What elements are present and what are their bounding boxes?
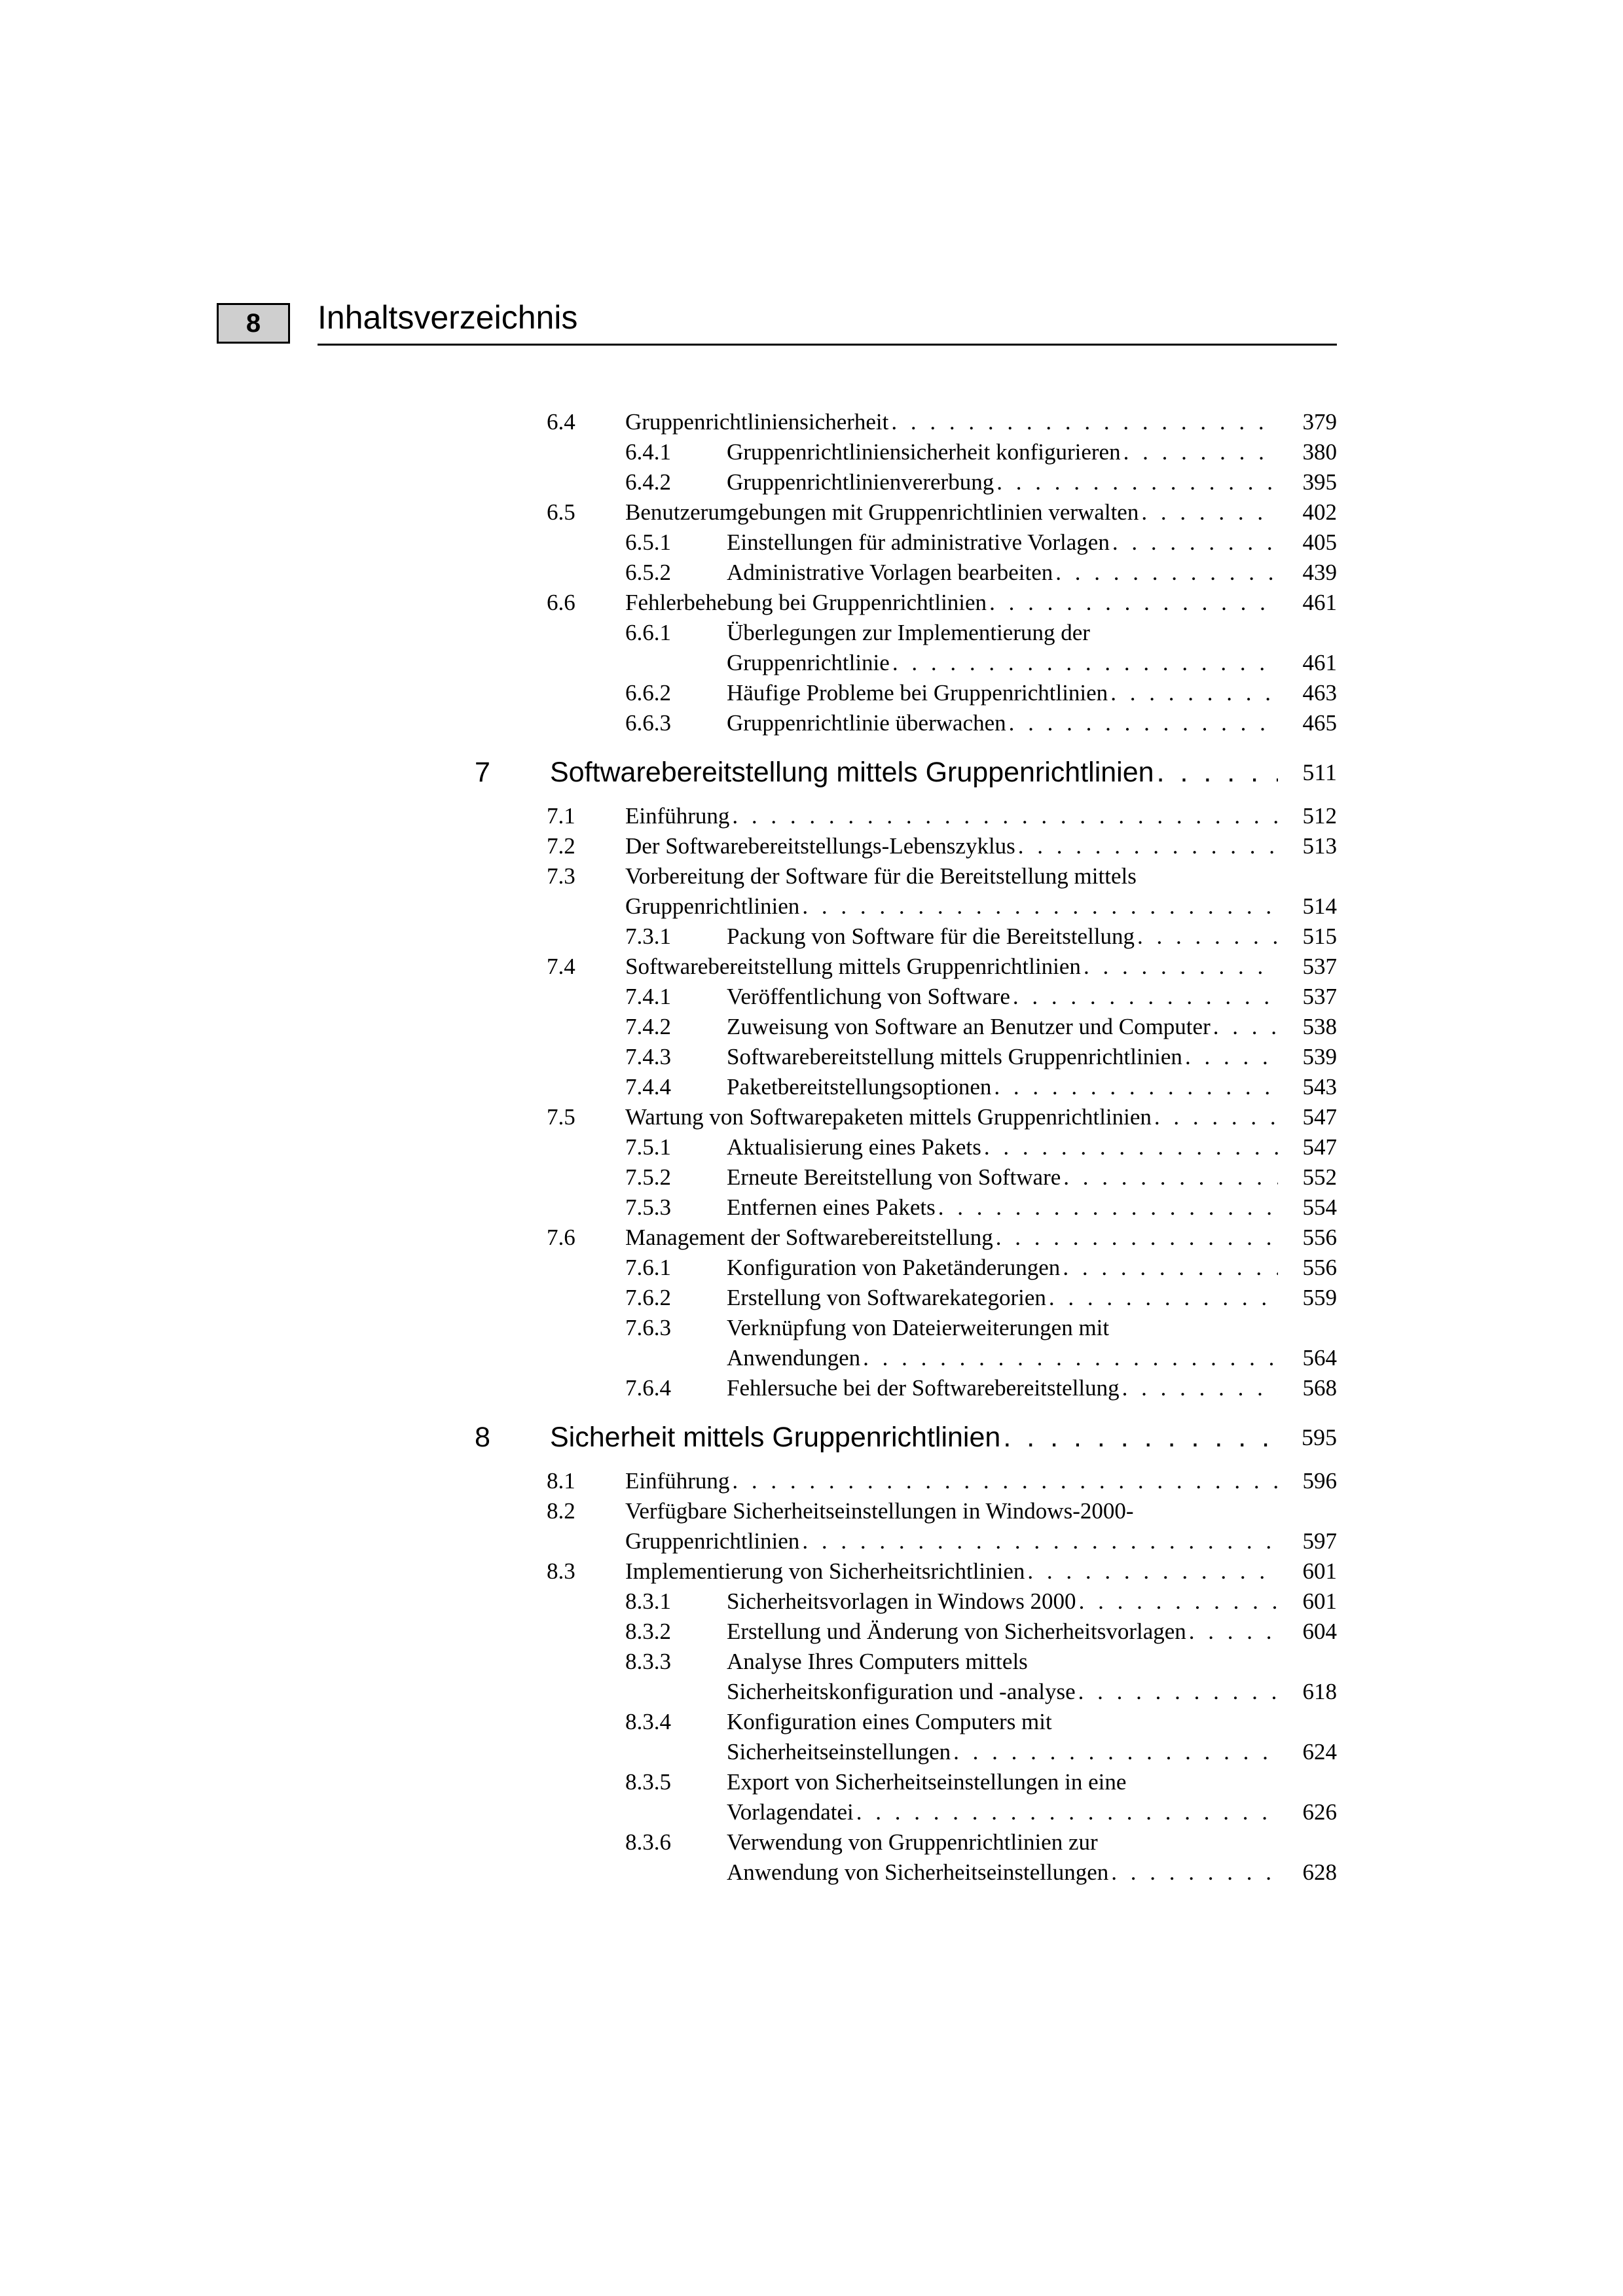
toc-page-number: 538 — [1302, 1014, 1337, 1039]
toc-entry-title: Verknüpfung von Dateierweiterungen mit — [727, 1315, 1110, 1340]
toc-entry-title-row — [727, 1343, 1278, 1373]
toc-entry-title-row — [625, 952, 1278, 982]
toc-page-number: 626 — [1302, 1799, 1337, 1825]
toc-entry-title: Veröffentlichung von Software — [727, 984, 1010, 1009]
toc-page-number: 402 — [1302, 499, 1337, 525]
toc-leader-dots — [1112, 528, 1278, 558]
toc-page-number: 515 — [1302, 924, 1337, 949]
toc-entry-title: Softwarebereitstellung mittels Gruppenrichtlinien — [727, 1044, 1182, 1069]
toc-page-number: 513 — [1302, 833, 1337, 859]
toc-entry-title: Fehlerbehebung bei Gruppenrichtlinien — [625, 590, 987, 615]
toc-entry-continuation — [0, 1737, 1623, 1767]
page-number: 8 — [246, 308, 261, 338]
toc-page-number: 539 — [1302, 1044, 1337, 1069]
toc-entry — [0, 467, 1623, 497]
toc-entry-continuation — [0, 648, 1623, 678]
toc-page-number: 556 — [1302, 1225, 1337, 1250]
toc-entry-title-row — [550, 753, 1278, 792]
toc-leader-dots — [1003, 1418, 1278, 1457]
toc-entry-title: Gruppenrichtlinienvererbung — [727, 469, 994, 495]
toc-entry-title: Packung von Software für die Bereitstellung — [727, 924, 1135, 949]
toc-entry-title: Export von Sicherheitseinstellungen in eine — [727, 1769, 1127, 1795]
toc-entry-continuation — [0, 1797, 1623, 1827]
toc-entry-title-row — [727, 1012, 1278, 1042]
toc-entry-number: 7.6.1 — [625, 1255, 671, 1280]
toc-page-number: 559 — [1302, 1285, 1337, 1310]
toc-leader-dots — [1013, 982, 1278, 1012]
toc-leader-dots — [996, 467, 1278, 497]
toc-entry-title-row — [727, 982, 1278, 1012]
toc-entry-title-row — [727, 528, 1278, 558]
toc-entry — [0, 1193, 1623, 1223]
toc-page-number: 568 — [1302, 1375, 1337, 1401]
toc-entry-number: 7.5.1 — [625, 1134, 671, 1160]
toc-entry-title-continued: Gruppenrichtlinien — [625, 893, 800, 919]
toc-entry-number: 7 — [475, 757, 490, 788]
toc-entry-title: Fehlersuche bei der Softwarebereitstellung — [727, 1375, 1120, 1401]
toc-entry-title: Paketbereitstellungsoptionen — [727, 1074, 992, 1100]
toc-entry-title: Benutzerumgebungen mit Gruppenrichtlinien verwalten — [625, 499, 1139, 525]
toc-entry-title-row — [727, 1797, 1278, 1827]
toc-entry-number: 7.4.3 — [625, 1044, 671, 1069]
toc-entry — [0, 1647, 1623, 1677]
toc-entry-title: Der Softwarebereitstellungs-Lebenszyklus — [625, 833, 1015, 859]
toc-leader-dots — [1122, 1373, 1278, 1403]
toc-page-number: 405 — [1302, 529, 1337, 555]
toc-entry-title-row — [727, 1042, 1278, 1072]
toc-page-number: 547 — [1302, 1134, 1337, 1160]
toc-entry-number: 8.3.2 — [625, 1619, 671, 1644]
toc-entry — [0, 922, 1623, 952]
toc-entry — [0, 407, 1623, 437]
toc-page-number: 597 — [1302, 1528, 1337, 1554]
toc-entry-number: 7.5.3 — [625, 1194, 671, 1220]
toc-entry-title: Sicherheitsvorlagen in Windows 2000 — [727, 1588, 1076, 1614]
toc-leader-dots — [989, 588, 1278, 618]
toc-page-number: 514 — [1302, 893, 1337, 919]
toc-entry — [0, 1162, 1623, 1193]
toc-entry-title-continued: Gruppenrichtlinien — [625, 1528, 800, 1554]
toc-entry-number: 7.6.4 — [625, 1375, 671, 1401]
toc-entry — [0, 801, 1623, 831]
toc-entry-title-continued: Anwendungen — [727, 1345, 861, 1371]
toc-leader-dots — [1141, 497, 1278, 528]
toc-page-number: 461 — [1302, 650, 1337, 675]
toc-entry — [0, 1313, 1623, 1343]
toc-entry-number: 7.5 — [547, 1104, 575, 1130]
toc-entry-title-row — [625, 1223, 1278, 1253]
toc-leader-dots — [1110, 678, 1278, 708]
toc-page-number: 628 — [1302, 1859, 1337, 1885]
toc-entry-title-continued: Sicherheitskonfiguration und -analyse — [727, 1679, 1076, 1704]
toc-entry-title-row — [727, 558, 1278, 588]
toc-entry-title-continued: Sicherheitseinstellungen — [727, 1739, 951, 1765]
toc-entry — [0, 1827, 1623, 1857]
toc-leader-dots — [938, 1193, 1278, 1223]
toc-entry-title-row — [625, 407, 1278, 437]
toc-page-number: 604 — [1302, 1619, 1337, 1644]
toc-entry-number: 7.2 — [547, 833, 575, 859]
toc-entry-number: 6.5 — [547, 499, 575, 525]
toc-entry-title-row — [727, 1587, 1278, 1617]
toc-entry — [0, 1102, 1623, 1132]
toc-entry-title-row — [625, 891, 1278, 922]
toc-entry-title-row — [727, 1132, 1278, 1162]
toc-entry — [0, 1132, 1623, 1162]
toc-entry-title: Konfiguration von Paketänderungen — [727, 1255, 1061, 1280]
toc-leader-dots — [1137, 922, 1278, 952]
toc-leader-dots — [1049, 1283, 1278, 1313]
toc-leader-dots — [802, 1526, 1278, 1556]
toc-entry-title-row — [727, 467, 1278, 497]
toc-leader-dots — [892, 648, 1278, 678]
toc-page-number: 543 — [1302, 1074, 1337, 1100]
toc-entry-number: 6.4 — [547, 409, 575, 435]
toc-entry-title-row — [727, 708, 1278, 738]
toc-entry-title-row — [625, 1556, 1278, 1587]
toc-entry-number: 8.1 — [547, 1468, 575, 1494]
toc-leader-dots — [1063, 1253, 1278, 1283]
toc-leader-dots — [984, 1132, 1278, 1162]
toc-entry — [0, 1373, 1623, 1403]
toc-leader-dots — [1055, 558, 1278, 588]
toc-entry — [0, 1042, 1623, 1072]
toc-entry — [0, 861, 1623, 891]
toc-leader-dots — [994, 1072, 1278, 1102]
toc-entry-title-row — [625, 588, 1278, 618]
toc-entry-title-row — [727, 1857, 1278, 1888]
toc-page-number: 601 — [1302, 1588, 1337, 1614]
toc-entry — [0, 1587, 1623, 1617]
toc-entry-title: Gruppenrichtliniensicherheit konfigurieren — [727, 439, 1121, 465]
toc-entry-title: Implementierung von Sicherheitsrichtlinien — [625, 1558, 1025, 1584]
toc-entry-title-continued: Anwendung von Sicherheitseinstellungen — [727, 1859, 1109, 1885]
toc-entry-title-row — [625, 801, 1278, 831]
toc-entry-title-row — [727, 437, 1278, 467]
toc-leader-dots — [1063, 1162, 1278, 1193]
toc-entry-title-row — [727, 1737, 1278, 1767]
toc-entry-number: 8.3.3 — [625, 1649, 671, 1674]
toc-entry-title-row — [727, 1283, 1278, 1313]
toc-entry-title: Erstellung von Softwarekategorien — [727, 1285, 1046, 1310]
toc-leader-dots — [1157, 753, 1278, 792]
toc-entry-title-row — [727, 1072, 1278, 1102]
toc-leader-dots — [1213, 1012, 1278, 1042]
toc-entry-title: Einführung — [625, 1468, 730, 1494]
toc-entry-continuation — [0, 1857, 1623, 1888]
toc-entry-number: 7.6.3 — [625, 1315, 671, 1340]
toc-entry-number: 7.4.4 — [625, 1074, 671, 1100]
toc-entry-number: 7.3 — [547, 863, 575, 889]
toc-entry — [0, 982, 1623, 1012]
toc-leader-dots — [1079, 1587, 1278, 1617]
toc-entry-title: Gruppenrichtlinie überwachen — [727, 710, 1006, 736]
toc-entry-title-row — [727, 922, 1278, 952]
toc-entry-title: Einstellungen für administrative Vorlagen — [727, 529, 1110, 555]
toc-leader-dots — [996, 1223, 1278, 1253]
toc-entry-title: Erstellung und Änderung von Sicherheitsvorlagen — [727, 1619, 1186, 1644]
toc-page-number: 595 — [1302, 1424, 1337, 1450]
toc-entry-title-row — [727, 678, 1278, 708]
toc-entry-number: 6.6.2 — [625, 680, 671, 706]
toc-entry — [0, 1556, 1623, 1587]
toc-entry-number: 7.6 — [547, 1225, 575, 1250]
toc-page-number: 379 — [1302, 409, 1337, 435]
toc-entry-title: Entfernen eines Pakets — [727, 1194, 936, 1220]
toc-leader-dots — [1185, 1042, 1278, 1072]
toc-page-number: 463 — [1302, 680, 1337, 706]
toc-leader-dots — [953, 1737, 1278, 1767]
toc-entry-number: 6.6 — [547, 590, 575, 615]
toc-entry-number: 6.5.1 — [625, 529, 671, 555]
toc-page-number: 556 — [1302, 1255, 1337, 1280]
toc-entry-title: Administrative Vorlagen bearbeiten — [727, 560, 1053, 585]
toc-entry-title: Gruppenrichtliniensicherheit — [625, 409, 889, 435]
toc-entry-number: 7.5.2 — [625, 1164, 671, 1190]
toc-entry-number: 6.6.3 — [625, 710, 671, 736]
toc-entry-number: 8 — [475, 1422, 490, 1453]
toc-entry-number: 7.4.2 — [625, 1014, 671, 1039]
toc-entry-title-row — [727, 1162, 1278, 1193]
toc-entry-title-row — [625, 1526, 1278, 1556]
toc-leader-dots — [1078, 1677, 1278, 1707]
toc-entry — [0, 1253, 1623, 1283]
toc-entry-number: 7.1 — [547, 803, 575, 829]
toc-entry-number: 7.3.1 — [625, 924, 671, 949]
toc-entry-number: 8.3.5 — [625, 1769, 671, 1795]
toc-leader-dots — [1123, 437, 1278, 467]
toc-entry — [0, 497, 1623, 528]
toc-entry-number: 7.4.1 — [625, 984, 671, 1009]
toc-leader-dots — [891, 407, 1278, 437]
running-header-title: Inhaltsverzeichnis — [318, 299, 578, 336]
toc-page-number: 465 — [1302, 710, 1337, 736]
toc-leader-dots — [1009, 708, 1278, 738]
toc-entry-number: 8.3.1 — [625, 1588, 671, 1614]
toc-leader-dots — [1111, 1857, 1278, 1888]
toc-entry-title: Vorbereitung der Software für die Bereitstellung mittels — [625, 863, 1137, 889]
toc-entry — [0, 1223, 1623, 1253]
toc-page-number: 537 — [1302, 984, 1337, 1009]
toc-entry — [0, 1496, 1623, 1526]
toc-page-number: 395 — [1302, 469, 1337, 495]
toc-leader-dots — [856, 1797, 1278, 1827]
toc-entry-title: Aktualisierung eines Pakets — [727, 1134, 981, 1160]
toc-entry-title-row — [727, 1193, 1278, 1223]
toc-entry-title: Erneute Bereitstellung von Software — [727, 1164, 1061, 1190]
toc-entry — [0, 618, 1623, 648]
toc-page-number: 601 — [1302, 1558, 1337, 1584]
toc-page-number: 564 — [1302, 1345, 1337, 1371]
toc-entry — [0, 1767, 1623, 1797]
toc-entry — [0, 678, 1623, 708]
toc-entry — [0, 588, 1623, 618]
toc-page-number: 512 — [1302, 803, 1337, 829]
toc-leader-dots — [732, 1466, 1278, 1496]
toc-leader-dots — [1154, 1102, 1278, 1132]
toc-entry-title: Überlegungen zur Implementierung der — [727, 620, 1090, 645]
toc-page-number: 624 — [1302, 1739, 1337, 1765]
toc-chapter-entry — [0, 1418, 1623, 1457]
toc-leader-dots — [1018, 831, 1278, 861]
toc-entry — [0, 1707, 1623, 1737]
toc-entry-title-row — [727, 1373, 1278, 1403]
toc-entry-number: 8.3 — [547, 1558, 575, 1584]
toc-entry-continuation — [0, 1343, 1623, 1373]
toc-entry-title: Wartung von Softwarepaketen mittels Gruppenrichtlinien — [625, 1104, 1152, 1130]
toc-page-number: 554 — [1302, 1194, 1337, 1220]
toc-entry — [0, 831, 1623, 861]
toc-entry-title: Konfiguration eines Computers mit — [727, 1709, 1052, 1734]
toc-entry-title: Sicherheit mittels Gruppenrichtlinien — [550, 1422, 1001, 1453]
toc-entry-title-row — [625, 1466, 1278, 1496]
toc-entry-number: 6.4.2 — [625, 469, 671, 495]
toc-leader-dots — [732, 801, 1278, 831]
toc-page-number: 511 — [1302, 759, 1337, 785]
toc-entry — [0, 952, 1623, 982]
toc-entry-title-row — [625, 497, 1278, 528]
toc-entry — [0, 1012, 1623, 1042]
toc-leader-dots — [1027, 1556, 1278, 1587]
toc-entry-title-continued: Vorlagendatei — [727, 1799, 854, 1825]
toc-entry-continuation — [0, 1677, 1623, 1707]
toc-entry-title-row — [625, 831, 1278, 861]
toc-entry-title-continued: Gruppenrichtlinie — [727, 650, 890, 675]
toc-entry — [0, 708, 1623, 738]
toc-chapter-entry — [0, 753, 1623, 792]
toc-entry-title-row — [727, 1253, 1278, 1283]
toc-entry-title: Verwendung von Gruppenrichtlinien zur — [727, 1829, 1098, 1855]
toc-entry — [0, 1072, 1623, 1102]
toc-entry-title: Analyse Ihres Computers mittels — [727, 1649, 1028, 1674]
toc-entry-title: Verfügbare Sicherheitseinstellungen in Windows-2000- — [625, 1498, 1134, 1524]
toc-entry — [0, 528, 1623, 558]
toc-entry-number: 8.3.6 — [625, 1829, 671, 1855]
toc-entry-number: 7.6.2 — [625, 1285, 671, 1310]
toc-entry-number: 8.3.4 — [625, 1709, 671, 1734]
toc-leader-dots — [863, 1343, 1278, 1373]
toc-entry-title-row — [550, 1418, 1278, 1457]
toc-entry-title: Management der Softwarebereitstellung — [625, 1225, 993, 1250]
toc-entry-title: Zuweisung von Software an Benutzer und Computer — [727, 1014, 1211, 1039]
toc-page-number: 596 — [1302, 1468, 1337, 1494]
toc-page-number: 547 — [1302, 1104, 1337, 1130]
toc-entry-number: 6.5.2 — [625, 560, 671, 585]
toc-page-number: 439 — [1302, 560, 1337, 585]
toc-entry-title: Einführung — [625, 803, 730, 829]
toc-entry-number: 7.4 — [547, 954, 575, 979]
toc-entry-number: 8.2 — [547, 1498, 575, 1524]
toc-page-number: 461 — [1302, 590, 1337, 615]
toc-entry — [0, 1283, 1623, 1313]
toc-page-number: 537 — [1302, 954, 1337, 979]
toc-entry-continuation — [0, 891, 1623, 922]
toc-entry-title-row — [727, 1677, 1278, 1707]
toc-entry — [0, 437, 1623, 467]
toc-entry-title: Häufige Probleme bei Gruppenrichtlinien — [727, 680, 1108, 706]
toc-page-number: 380 — [1302, 439, 1337, 465]
toc-entry-title: Softwarebereitstellung mittels Gruppenrichtlinien — [550, 757, 1154, 788]
toc-entry-title-row — [625, 1102, 1278, 1132]
toc-entry — [0, 1466, 1623, 1496]
toc-page-number: 618 — [1302, 1679, 1337, 1704]
toc-entry-title: Softwarebereitstellung mittels Gruppenrichtlinien — [625, 954, 1081, 979]
toc-entry-title-row — [727, 1617, 1278, 1647]
toc-entry — [0, 558, 1623, 588]
toc-page-number: 552 — [1302, 1164, 1337, 1190]
toc-entry-number: 6.4.1 — [625, 439, 671, 465]
toc-entry — [0, 1617, 1623, 1647]
toc-entry-number: 6.6.1 — [625, 620, 671, 645]
toc-entry-title-row — [727, 648, 1278, 678]
toc-leader-dots — [802, 891, 1278, 922]
toc-leader-dots — [1189, 1617, 1278, 1647]
toc-leader-dots — [1084, 952, 1278, 982]
toc-entry-continuation — [0, 1526, 1623, 1556]
